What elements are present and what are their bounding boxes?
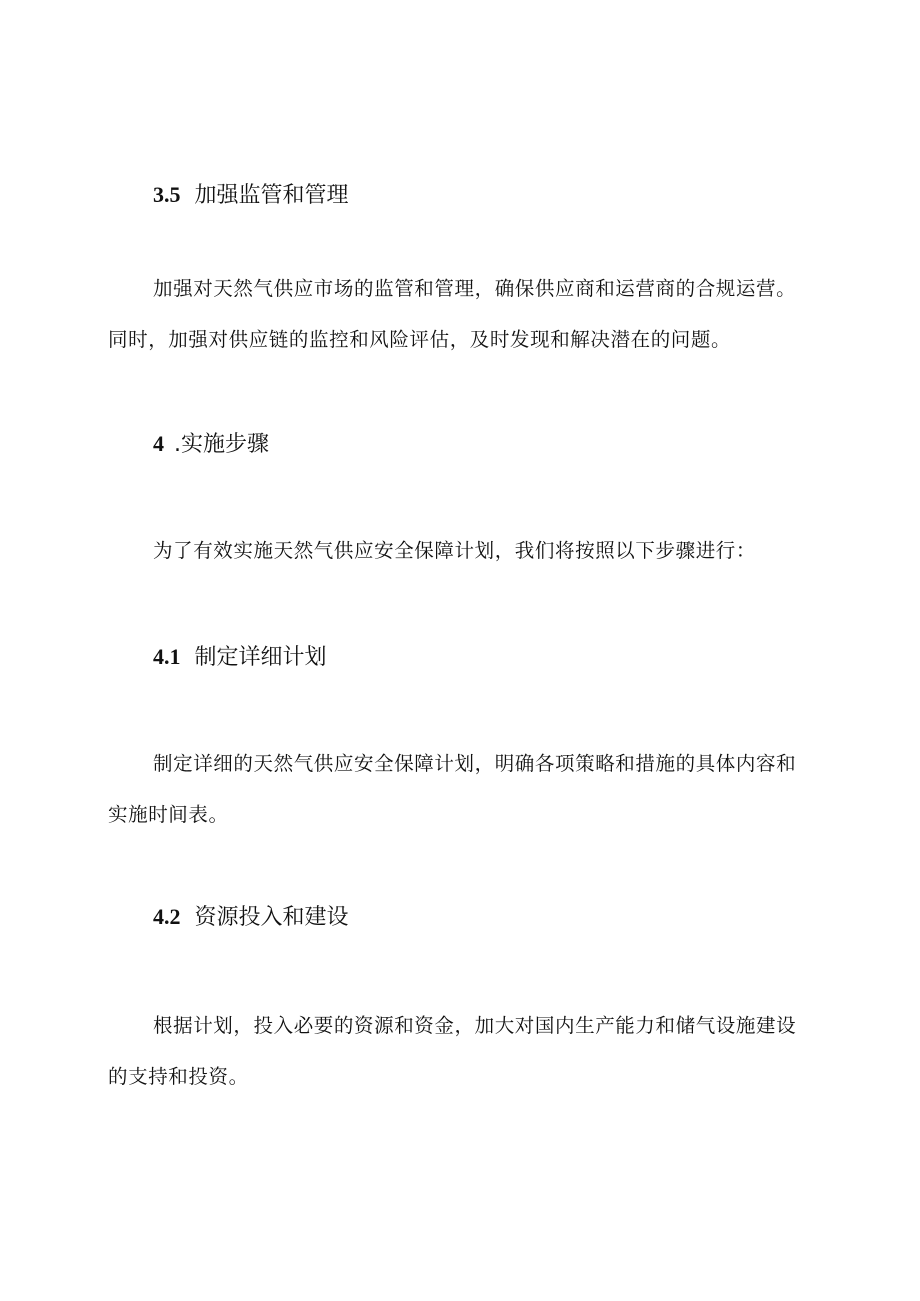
section-title: 制定详细计划 xyxy=(194,645,327,670)
section-title: 加强监管和管理 xyxy=(194,183,349,208)
paragraph-4-1: 制定详细的天然气供应安全保障计划，明确各项策略和措施的具体内容和实施时间表。 xyxy=(108,752,797,826)
section-heading-4-2 xyxy=(153,903,349,932)
paragraph-4-2: 根据计划，投入必要的资源和资金，加大对国内生产能力和储气设施建设的支持和投资。 xyxy=(108,1014,797,1088)
section-number: 4 xyxy=(153,431,164,456)
section-number: 4.2 xyxy=(153,904,181,929)
section-title: 资源投入和建设 xyxy=(194,905,349,930)
section-heading-4 xyxy=(153,430,269,459)
section-heading-3-5 xyxy=(153,181,349,210)
section-number: 3.5 xyxy=(153,182,181,207)
section-heading-4-1 xyxy=(153,643,327,672)
paragraph-3-5: 加强对天然气供应市场的监管和管理，确保供应商和运营商的合规运营。同时，加强对供应链的监控和风险评估，及时发现和解决潜在的问题。 xyxy=(108,277,797,351)
section-number: 4.1 xyxy=(153,644,181,669)
section-title: .实施步骤 xyxy=(174,432,269,457)
paragraph-4: 为了有效实施天然气供应安全保障计划，我们将按照以下步骤进行： xyxy=(153,539,757,562)
